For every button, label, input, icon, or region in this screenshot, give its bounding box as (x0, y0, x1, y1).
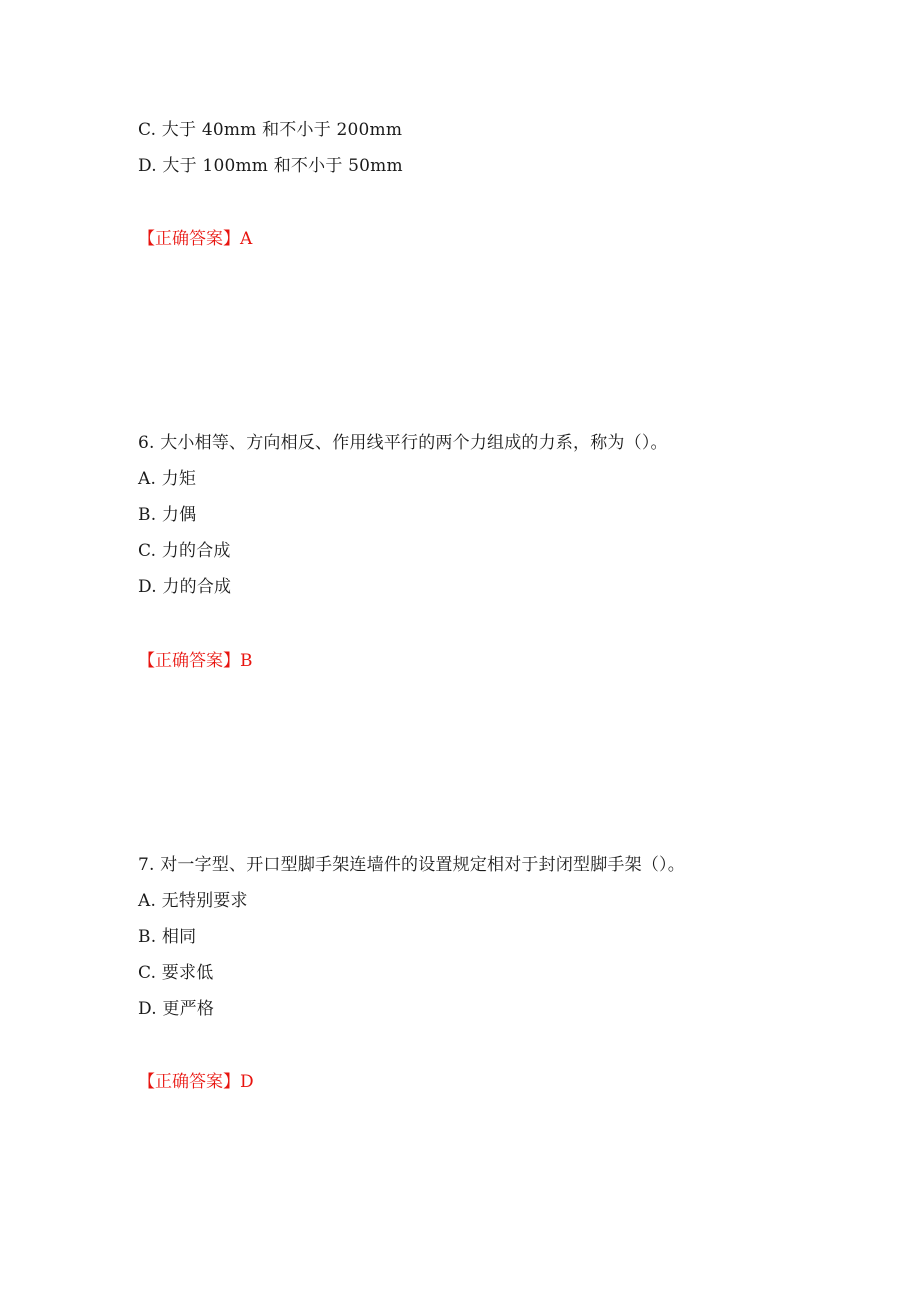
option-c: C. 要求低 (138, 963, 214, 983)
answer-tag: 【正确答案】 (138, 229, 240, 249)
option-a: A. 力矩 (138, 469, 197, 489)
option-c: C. 大于 40mm 和不小于 200mm (138, 120, 403, 140)
option-b: B. 力偶 (138, 505, 197, 525)
option-c: C. 力的合成 (138, 541, 231, 561)
correct-answer (138, 228, 252, 250)
answer-value: D (240, 1072, 254, 1092)
answer-tag: 【正确答案】 (138, 1072, 240, 1092)
option-d: D. 更严格 (138, 999, 215, 1019)
answer-value: B (240, 651, 253, 671)
answer-tag: 【正确答案】 (138, 651, 240, 671)
option-b: B. 相同 (138, 927, 197, 947)
correct-answer (138, 1071, 254, 1093)
option-a: A. 无特别要求 (138, 891, 248, 911)
correct-answer (138, 650, 253, 672)
answer-value: A (240, 229, 253, 249)
option-d: D. 力的合成 (138, 577, 232, 597)
question-6: 6. 大小相等、方向相反、作用线平行的两个力组成的力系，称为（）。 (138, 433, 668, 453)
question-7: 7. 对一字型、开口型脚手架连墙件的设置规定相对于封闭型脚手架（）。 (138, 855, 685, 875)
option-d: D. 大于 100mm 和不小于 50mm (138, 156, 403, 176)
